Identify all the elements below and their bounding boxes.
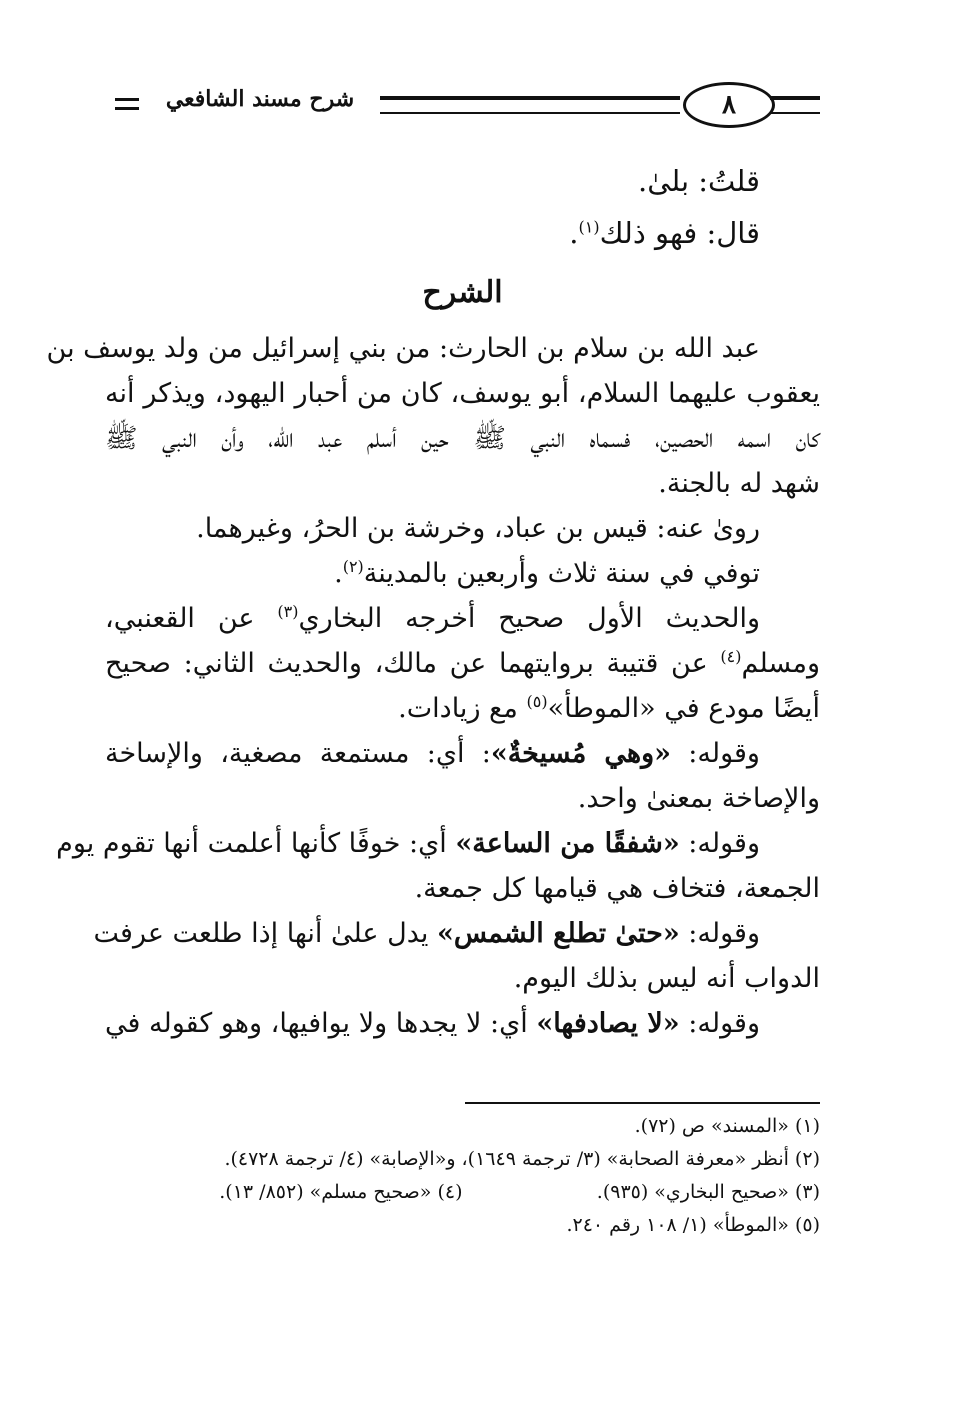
text-line: الدواب أنه ليس بذلك اليوم. [513,963,820,994]
text-line: عبد الله بن سلام بن الحارث: من بني إسرائيل من ولد يوسف بن [46,333,760,364]
text-line: والحديث الأول صحيح أخرجه البخاري$^{(٣)}$ عن القعنبي، [105,602,760,634]
footnote-3-4 [105,1176,820,1209]
page-header [105,80,820,130]
running-title: شرح مسند الشافعي [165,86,355,112]
text-line: الجمعة، فتخاف هي قيامها كل جمعة. [414,873,820,904]
text-line: والإصاخة بمعنىٰ واحد. [577,783,820,814]
text-line: يعقوب عليهما السلام، أبو يوسف، كان من أحبار اليهود، ويذكر أنه [105,378,820,409]
commentary-text [46,326,820,1046]
text-line: شهد له بالجنة. [658,468,820,499]
footnote-3: (٣) «صحيح البخاري» (٩٣٥). [596,1181,820,1203]
footnote-1: (١) «المسند» ص (٧٢). [634,1115,820,1137]
dialogue-line-1: قلتُ: بلىٰ. [638,164,760,198]
text-line: روىٰ عنه: قيس بن عباد، وخرشة بن الحرُ، وغيرهما. [196,513,760,544]
footnote-ref: (١) [578,217,600,237]
text-line: كان اسمه الحصين، فسماه النبي ﷺ حين أسلم عبد الله، وأن النبي ﷺ [105,423,820,454]
header-ornament-left [115,98,139,110]
footnote-5: (٥) «الموطأ» (١/ ١٠٨ رقم ٢٤٠. [566,1214,820,1236]
dialogue-line-2: قال: فهو ذلك$^{(١)}$. [569,216,760,250]
text-line: وقوله: «شفقًا من الساعة» أي: خوفًا كأنها أعلمت أنها تقوم يوم [56,828,760,859]
text-line: وقوله: «لا يصادفها» أي: لا يجدها ولا يوافيها، وهو كقوله في [105,1008,761,1039]
page-number: ٨ [683,82,775,128]
dialogue [105,155,820,259]
section-title: الشرح [422,275,503,310]
footnote-4: (٤) «صحيح مسلم» (٨٥٢/ ١٣). [219,1181,463,1203]
header-rule-tail [770,96,820,114]
footnote-ref: (٥) [526,692,548,711]
text-line: أيضًا مودع في «الموطأ»$^{(٥)}$ مع زيادات. [398,692,820,724]
text-line: توفي في سنة ثلاث وأربعين بالمدينة$^{(٢)}$. [334,557,760,589]
footnotes [105,1110,820,1242]
footnote-ref: (٢) [342,557,364,576]
header-rule [380,96,680,114]
footnote-ref: (٤) [720,647,742,666]
text-line: ومسلم$^{(٤)}$ عن قتيبة بروايتهما عن مالك، والحديث الثاني: صحيح [105,647,820,679]
footnote-ref: (٣) [277,602,299,621]
footnote-2: (٢) أنظر «معرفة الصحابة» (٣/ ترجمة ١٦٤٩)، و«الإصابة» (٤/ ترجمة ٤٧٢٨). [224,1148,820,1170]
text-line: وقوله: «وهي مُسيخةٌ»: أي: مستمعة مصغية، والإساخة [105,738,760,769]
text-line: وقوله: «حتىٰ تطلع الشمس» يدل علىٰ أنها إذا طلعت عرفت [93,918,760,949]
footnote-rule [465,1102,820,1104]
